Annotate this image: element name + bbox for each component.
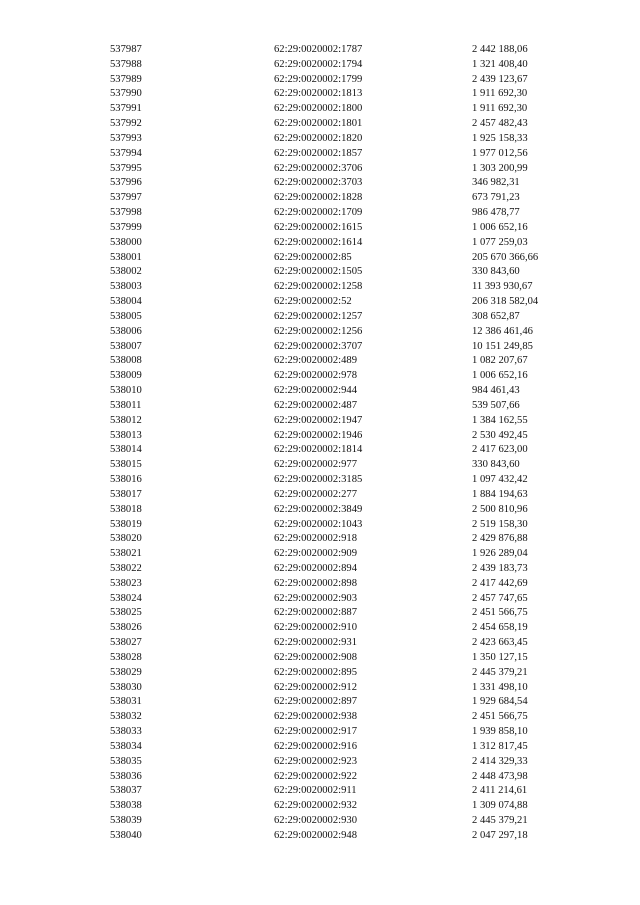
cadastral-number-cell: 62:29:0020002:887 xyxy=(274,607,357,619)
table-row xyxy=(110,251,572,266)
row-id-cell: 538026 xyxy=(110,622,142,634)
cadastral-value-cell: 1 082 207,67 xyxy=(472,355,528,367)
table-row xyxy=(110,58,572,73)
row-id-cell: 538004 xyxy=(110,296,142,308)
cadastral-value-cell: 2 500 810,96 xyxy=(472,503,528,515)
table-row xyxy=(110,755,572,770)
row-id-cell: 538013 xyxy=(110,429,142,441)
table-row xyxy=(110,87,572,102)
table-row xyxy=(110,265,572,280)
cadastral-value-cell: 346 982,31 xyxy=(472,177,520,189)
cadastral-value-cell: 2 445 379,21 xyxy=(472,666,528,678)
cadastral-number-cell: 62:29:0020002:930 xyxy=(274,815,357,827)
cadastral-value-cell: 308 652,87 xyxy=(472,310,520,322)
table-row xyxy=(110,473,572,488)
row-id-cell: 538002 xyxy=(110,266,142,278)
row-id-cell: 538030 xyxy=(110,681,142,693)
row-id-cell: 537993 xyxy=(110,132,142,144)
cadastral-number-cell: 62:29:0020002:1505 xyxy=(274,266,363,278)
cadastral-value-cell: 2 451 566,75 xyxy=(472,607,528,619)
table-row xyxy=(110,458,572,473)
table-row xyxy=(110,443,572,458)
table-row xyxy=(110,399,572,414)
row-id-cell: 538033 xyxy=(110,726,142,738)
cadastral-value-cell: 1 006 652,16 xyxy=(472,370,528,382)
row-id-cell: 537990 xyxy=(110,88,142,100)
table-row xyxy=(110,340,572,355)
row-id-cell: 538009 xyxy=(110,370,142,382)
cadastral-number-cell: 62:29:0020002:1614 xyxy=(274,236,363,248)
cadastral-number-cell: 62:29:0020002:910 xyxy=(274,622,357,634)
cadastral-value-cell: 2 417 623,00 xyxy=(472,444,528,456)
cadastral-value-cell: 539 507,66 xyxy=(472,399,520,411)
table-row xyxy=(110,695,572,710)
cadastral-number-cell: 62:29:0020002:3703 xyxy=(274,177,363,189)
table-row xyxy=(110,280,572,295)
cadastral-number-cell: 62:29:0020002:918 xyxy=(274,533,357,545)
row-id-cell: 538027 xyxy=(110,637,142,649)
row-id-cell: 538035 xyxy=(110,755,142,767)
cadastral-number-cell: 62:29:0020002:897 xyxy=(274,696,357,708)
row-id-cell: 538017 xyxy=(110,488,142,500)
cadastral-value-cell: 2 457 747,65 xyxy=(472,592,528,604)
cadastral-number-cell: 62:29:0020002:1857 xyxy=(274,147,363,159)
cadastral-number-cell: 62:29:0020002:1258 xyxy=(274,281,363,293)
table-row xyxy=(110,310,572,325)
cadastral-number-cell: 62:29:0020002:1800 xyxy=(274,103,363,115)
cadastral-value-cell: 1 925 158,33 xyxy=(472,132,528,144)
cadastral-number-cell: 62:29:0020002:977 xyxy=(274,459,357,471)
table-row xyxy=(110,814,572,829)
cadastral-number-cell: 62:29:0020002:922 xyxy=(274,770,357,782)
table-row xyxy=(110,562,572,577)
cadastral-number-cell: 62:29:0020002:917 xyxy=(274,726,357,738)
table-row xyxy=(110,325,572,340)
cadastral-value-cell: 1 929 684,54 xyxy=(472,696,528,708)
cadastral-value-cell: 206 318 582,04 xyxy=(472,296,539,308)
cadastral-value-cell: 2 439 123,67 xyxy=(472,73,528,85)
row-id-cell: 538007 xyxy=(110,340,142,352)
cadastral-value-cell: 1 884 194,63 xyxy=(472,488,528,500)
table-row xyxy=(110,725,572,740)
table-row xyxy=(110,176,572,191)
cadastral-value-cell: 1 097 432,42 xyxy=(472,474,528,486)
row-id-cell: 537995 xyxy=(110,162,142,174)
table-row xyxy=(110,532,572,547)
cadastral-value-cell: 1 006 652,16 xyxy=(472,221,528,233)
table-row xyxy=(110,784,572,799)
row-id-cell: 538039 xyxy=(110,815,142,827)
cadastral-value-cell: 12 386 461,46 xyxy=(472,325,533,337)
row-id-cell: 538038 xyxy=(110,800,142,812)
cadastral-number-cell: 62:29:0020002:1820 xyxy=(274,132,363,144)
cadastral-number-cell: 62:29:0020002:1801 xyxy=(274,118,363,130)
row-id-cell: 537996 xyxy=(110,177,142,189)
cadastral-value-cell: 2 429 876,88 xyxy=(472,533,528,545)
table-row xyxy=(110,518,572,533)
table-row xyxy=(110,740,572,755)
cadastral-number-cell: 62:29:0020002:916 xyxy=(274,740,357,752)
table-row xyxy=(110,354,572,369)
cadastral-value-cell: 673 791,23 xyxy=(472,192,520,204)
cadastral-value-cell: 10 151 249,85 xyxy=(472,340,533,352)
cadastral-number-cell: 62:29:0020002:3849 xyxy=(274,503,363,515)
row-id-cell: 537991 xyxy=(110,103,142,115)
cadastral-number-cell: 62:29:0020002:1615 xyxy=(274,221,363,233)
row-id-cell: 538011 xyxy=(110,399,142,411)
row-id-cell: 537989 xyxy=(110,73,142,85)
cadastral-number-cell: 62:29:0020002:895 xyxy=(274,666,357,678)
cadastral-value-cell: 1 350 127,15 xyxy=(472,651,528,663)
table-row xyxy=(110,651,572,666)
cadastral-value-cell: 2 454 658,19 xyxy=(472,622,528,634)
cadastral-value-cell: 2 411 214,61 xyxy=(472,785,528,797)
cadastral-number-cell: 62:29:0020002:85 xyxy=(274,251,352,263)
row-id-cell: 538012 xyxy=(110,414,142,426)
cadastral-value-cell: 1 331 498,10 xyxy=(472,681,528,693)
row-id-cell: 538015 xyxy=(110,459,142,471)
cadastral-number-cell: 62:29:0020002:1946 xyxy=(274,429,363,441)
cadastral-number-cell: 62:29:0020002:948 xyxy=(274,829,357,841)
cadastral-number-cell: 62:29:0020002:894 xyxy=(274,562,357,574)
cadastral-number-cell: 62:29:0020002:903 xyxy=(274,592,357,604)
cadastral-value-cell: 1 321 408,40 xyxy=(472,58,528,70)
row-id-cell: 538001 xyxy=(110,251,142,263)
table-row xyxy=(110,73,572,88)
row-id-cell: 538040 xyxy=(110,829,142,841)
table-row xyxy=(110,43,572,58)
table-row xyxy=(110,236,572,251)
cadastral-value-cell: 2 417 442,69 xyxy=(472,577,528,589)
row-id-cell: 538036 xyxy=(110,770,142,782)
table-row xyxy=(110,829,572,844)
cadastral-number-cell: 62:29:0020002:3707 xyxy=(274,340,363,352)
cadastral-value-cell: 2 442 188,06 xyxy=(472,44,528,55)
cadastral-number-cell: 62:29:0020002:1257 xyxy=(274,310,363,322)
row-id-cell: 538018 xyxy=(110,503,142,515)
row-id-cell: 538006 xyxy=(110,325,142,337)
row-id-cell: 537994 xyxy=(110,147,142,159)
row-id-cell: 538024 xyxy=(110,592,142,604)
table-row xyxy=(110,162,572,177)
row-id-cell: 538010 xyxy=(110,385,142,397)
row-id-cell: 538008 xyxy=(110,355,142,367)
table-row xyxy=(110,191,572,206)
table-row xyxy=(110,132,572,147)
cadastral-number-cell: 62:29:0020002:909 xyxy=(274,548,357,560)
cadastral-number-cell: 62:29:0020002:277 xyxy=(274,488,357,500)
row-id-cell: 538020 xyxy=(110,533,142,545)
cadastral-value-cell: 330 843,60 xyxy=(472,266,520,278)
row-id-cell: 538005 xyxy=(110,310,142,322)
cadastral-value-cell: 2 519 158,30 xyxy=(472,518,528,530)
row-id-cell: 538000 xyxy=(110,236,142,248)
cadastral-value-cell: 986 478,77 xyxy=(472,207,520,219)
cadastral-number-cell: 62:29:0020002:1709 xyxy=(274,207,363,219)
row-id-cell: 538021 xyxy=(110,548,142,560)
row-id-cell: 538014 xyxy=(110,444,142,456)
cadastral-value-cell: 1 384 162,55 xyxy=(472,414,528,426)
table-row xyxy=(110,592,572,607)
cadastral-value-cell: 1 911 692,30 xyxy=(472,103,528,115)
cadastral-value-cell: 2 047 297,18 xyxy=(472,829,528,841)
row-id-cell: 537997 xyxy=(110,192,142,204)
cadastral-number-cell: 62:29:0020002:3185 xyxy=(274,474,363,486)
cadastral-value-cell: 1 926 289,04 xyxy=(472,548,528,560)
table-row xyxy=(110,666,572,681)
cadastral-number-cell: 62:29:0020002:932 xyxy=(274,800,357,812)
table-row xyxy=(110,606,572,621)
cadastral-value-cell: 2 448 473,98 xyxy=(472,770,528,782)
row-id-cell: 538034 xyxy=(110,740,142,752)
cadastral-number-cell: 62:29:0020002:3706 xyxy=(274,162,363,174)
cadastral-value-cell: 2 439 183,73 xyxy=(472,562,528,574)
cadastral-value-cell: 984 461,43 xyxy=(472,385,520,397)
table-row xyxy=(110,206,572,221)
cadastral-number-cell: 62:29:0020002:52 xyxy=(274,296,352,308)
cadastral-number-cell: 62:29:0020002:1813 xyxy=(274,88,363,100)
row-id-cell: 537988 xyxy=(110,58,142,70)
cadastral-number-cell: 62:29:0020002:1814 xyxy=(274,444,363,456)
cadastral-value-cell: 1 939 858,10 xyxy=(472,726,528,738)
cadastral-number-cell: 62:29:0020002:923 xyxy=(274,755,357,767)
table-row xyxy=(110,147,572,162)
row-id-cell: 538029 xyxy=(110,666,142,678)
table-row xyxy=(110,681,572,696)
row-id-cell: 538019 xyxy=(110,518,142,530)
cadastral-value-cell: 1 309 074,88 xyxy=(472,800,528,812)
cadastral-value-cell: 1 312 817,45 xyxy=(472,740,528,752)
table-row xyxy=(110,621,572,636)
row-id-cell: 537998 xyxy=(110,207,142,219)
table-row xyxy=(110,429,572,444)
table-row xyxy=(110,369,572,384)
cadastral-number-cell: 62:29:0020002:912 xyxy=(274,681,357,693)
table-row xyxy=(110,636,572,651)
cadastral-number-cell: 62:29:0020002:944 xyxy=(274,385,357,397)
cadastral-number-cell: 62:29:0020002:1787 xyxy=(274,44,363,55)
row-id-cell: 538032 xyxy=(110,711,142,723)
row-id-cell: 538023 xyxy=(110,577,142,589)
table-row xyxy=(110,384,572,399)
cadastral-value-cell: 11 393 930,67 xyxy=(472,281,533,293)
cadastral-number-cell: 62:29:0020002:1947 xyxy=(274,414,363,426)
table-row xyxy=(110,799,572,814)
table-row xyxy=(110,221,572,236)
cadastral-value-cell: 2 451 566,75 xyxy=(472,711,528,723)
table-row xyxy=(110,117,572,132)
cadastral-value-cell: 2 457 482,43 xyxy=(472,118,528,130)
cadastral-value-cell: 1 911 692,30 xyxy=(472,88,528,100)
cadastral-number-cell: 62:29:0020002:931 xyxy=(274,637,357,649)
cadastral-number-cell: 62:29:0020002:898 xyxy=(274,577,357,589)
row-id-cell: 538028 xyxy=(110,651,142,663)
table-row xyxy=(110,488,572,503)
table-body xyxy=(110,43,572,844)
cadastral-number-cell: 62:29:0020002:1043 xyxy=(274,518,363,530)
table-row xyxy=(110,710,572,725)
cadastral-value-cell: 1 303 200,99 xyxy=(472,162,528,174)
row-id-cell: 538037 xyxy=(110,785,142,797)
cadastral-value-cell: 1 977 012,56 xyxy=(472,147,528,159)
cadastral-number-cell: 62:29:0020002:911 xyxy=(274,785,357,797)
cadastral-number-cell: 62:29:0020002:978 xyxy=(274,370,357,382)
cadastral-number-cell: 62:29:0020002:487 xyxy=(274,399,357,411)
row-id-cell: 538016 xyxy=(110,474,142,486)
table-row xyxy=(110,547,572,562)
cadastral-value-cell: 1 077 259,03 xyxy=(472,236,528,248)
cadastral-value-cell: 2 445 379,21 xyxy=(472,815,528,827)
row-id-cell: 537999 xyxy=(110,221,142,233)
row-id-cell: 538022 xyxy=(110,562,142,574)
row-id-cell: 538003 xyxy=(110,281,142,293)
row-id-cell: 537992 xyxy=(110,118,142,130)
cadastral-number-cell: 62:29:0020002:938 xyxy=(274,711,357,723)
table-row xyxy=(110,770,572,785)
row-id-cell: 537987 xyxy=(110,44,142,55)
cadastral-number-cell: 62:29:0020002:1256 xyxy=(274,325,363,337)
cadastral-number-cell: 62:29:0020002:489 xyxy=(274,355,357,367)
row-id-cell: 538025 xyxy=(110,607,142,619)
cadastral-value-cell: 330 843,60 xyxy=(472,459,520,471)
cadastral-value-cell: 2 414 329,33 xyxy=(472,755,528,767)
table-row xyxy=(110,102,572,117)
cadastral-value-cell: 205 670 366,66 xyxy=(472,251,539,263)
cadastral-value-cell: 2 530 492,45 xyxy=(472,429,528,441)
table-row xyxy=(110,577,572,592)
cadastral-number-cell: 62:29:0020002:1828 xyxy=(274,192,363,204)
cadastral-number-cell: 62:29:0020002:1799 xyxy=(274,73,363,85)
row-id-cell: 538031 xyxy=(110,696,142,708)
table-row xyxy=(110,503,572,518)
table-row xyxy=(110,295,572,310)
table-row xyxy=(110,414,572,429)
cadastral-number-cell: 62:29:0020002:908 xyxy=(274,651,357,663)
cadastral-value-cell: 2 423 663,45 xyxy=(472,637,528,649)
cadastral-number-cell: 62:29:0020002:1794 xyxy=(274,58,363,70)
cadastral-value-table xyxy=(110,43,572,844)
